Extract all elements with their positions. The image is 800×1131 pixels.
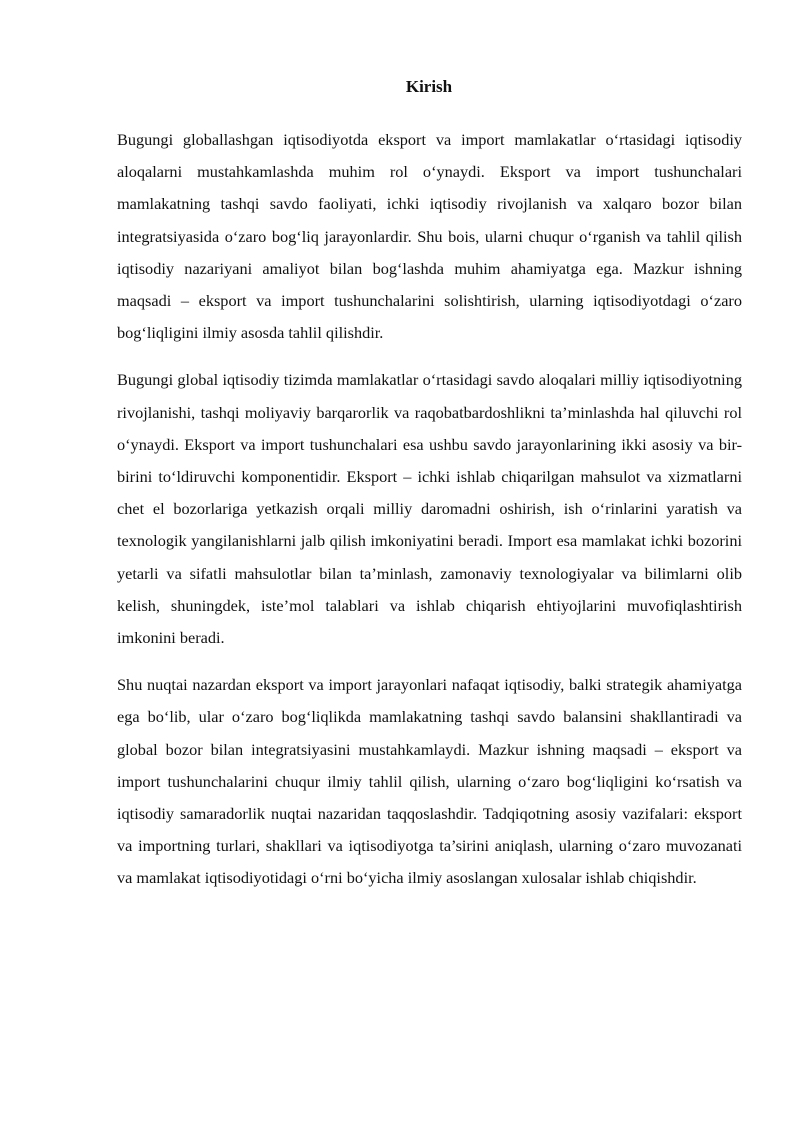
page-title: Kirish <box>405 77 453 96</box>
paragraph-2: Bugungi global iqtisodiy tizimda mamlakatlar o‘rtasidagi savdo aloqalari milliy iqtisodiyotning rivojlanishi, tashqi moliyaviy barqarorlik va raqobatbardoshlikni ta’minlashda hal qiluvchi rol o‘ynaydi. Eksport va import tushunchalari esa ushbu savdo jarayonlarining ikki asosiy va bir-birini to‘ldiruvchi komponentidir. Eksport – ichki ishlab chiqarilgan mahsulot va xizmatlarni chet el bozorlariga yetkazish orqali milliy daromadni oshirish, ish o‘rinlarini yaratish va texnologik yangilanishlarni jalb qilish imkoniyatini beradi. Import esa mamlakat ichki bozorini yetarli va sifatli mahsulotlar bilan ta’minlash, zamonaviy texnologiyalar va bilimlarni olib kelish, shuningdek, iste’mol talablari va ishlab chiqarish ehtiyojlarini muvofiqlashtirish imkonini beradi. <box>117 370 742 648</box>
document-body <box>117 124 742 910</box>
paragraph-3: Shu nuqtai nazardan eksport va import jarayonlari nafaqat iqtisodiy, balki strategik ahamiyatga ega bo‘lib, ular o‘zaro bog‘liqlikda mamlakatning tashqi savdo balansini shakllantiradi va global bozor bilan integratsiyasini mustahkamlaydi. Mazkur ishning maqsadi – eksport va import tushunchalarini chuqur ilmiy tahlil qilish, ularning o‘zaro bog‘liqligini ko‘rsatish va iqtisodiy samaradorlik nuqtai nazaridan taqqoslashdir. Tadqiqotning asosiy vazifalari: eksport va importning turlari, shakllari va iqtisodiyotga ta’sirini aniqlash, ularning o‘zaro muvozanati va mamlakat iqtisodiyotidagi o‘rni bo‘yicha ilmiy asoslangan xulosalar ishlab chiqishdir. <box>117 675 742 888</box>
paragraph-1: Bugungi globallashgan iqtisodiyotda eksport va import mamlakatlar o‘rtasidagi iqtisodiy aloqalarni mustahkamlashda muhim rol o‘ynaydi. Eksport va import tushunchalari mamlakatning tashqi savdo faoliyati, ichki iqtisodiy rivojlanish va xalqaro bozor bilan integratsiyasida o‘zaro bog‘liq jarayonlardir. Shu bois, ularni chuqur o‘rganish va tahlil qilish iqtisodiy nazariyani amaliyot bilan bog‘lashda muhim ahamiyatga ega. Mazkur ishning maqsadi – eksport va import tushunchalarini solishtirish, ularning iqtisodiyotdagi o‘zaro bog‘liqligini ilmiy asosda tahlil qilishdir. <box>117 130 742 343</box>
